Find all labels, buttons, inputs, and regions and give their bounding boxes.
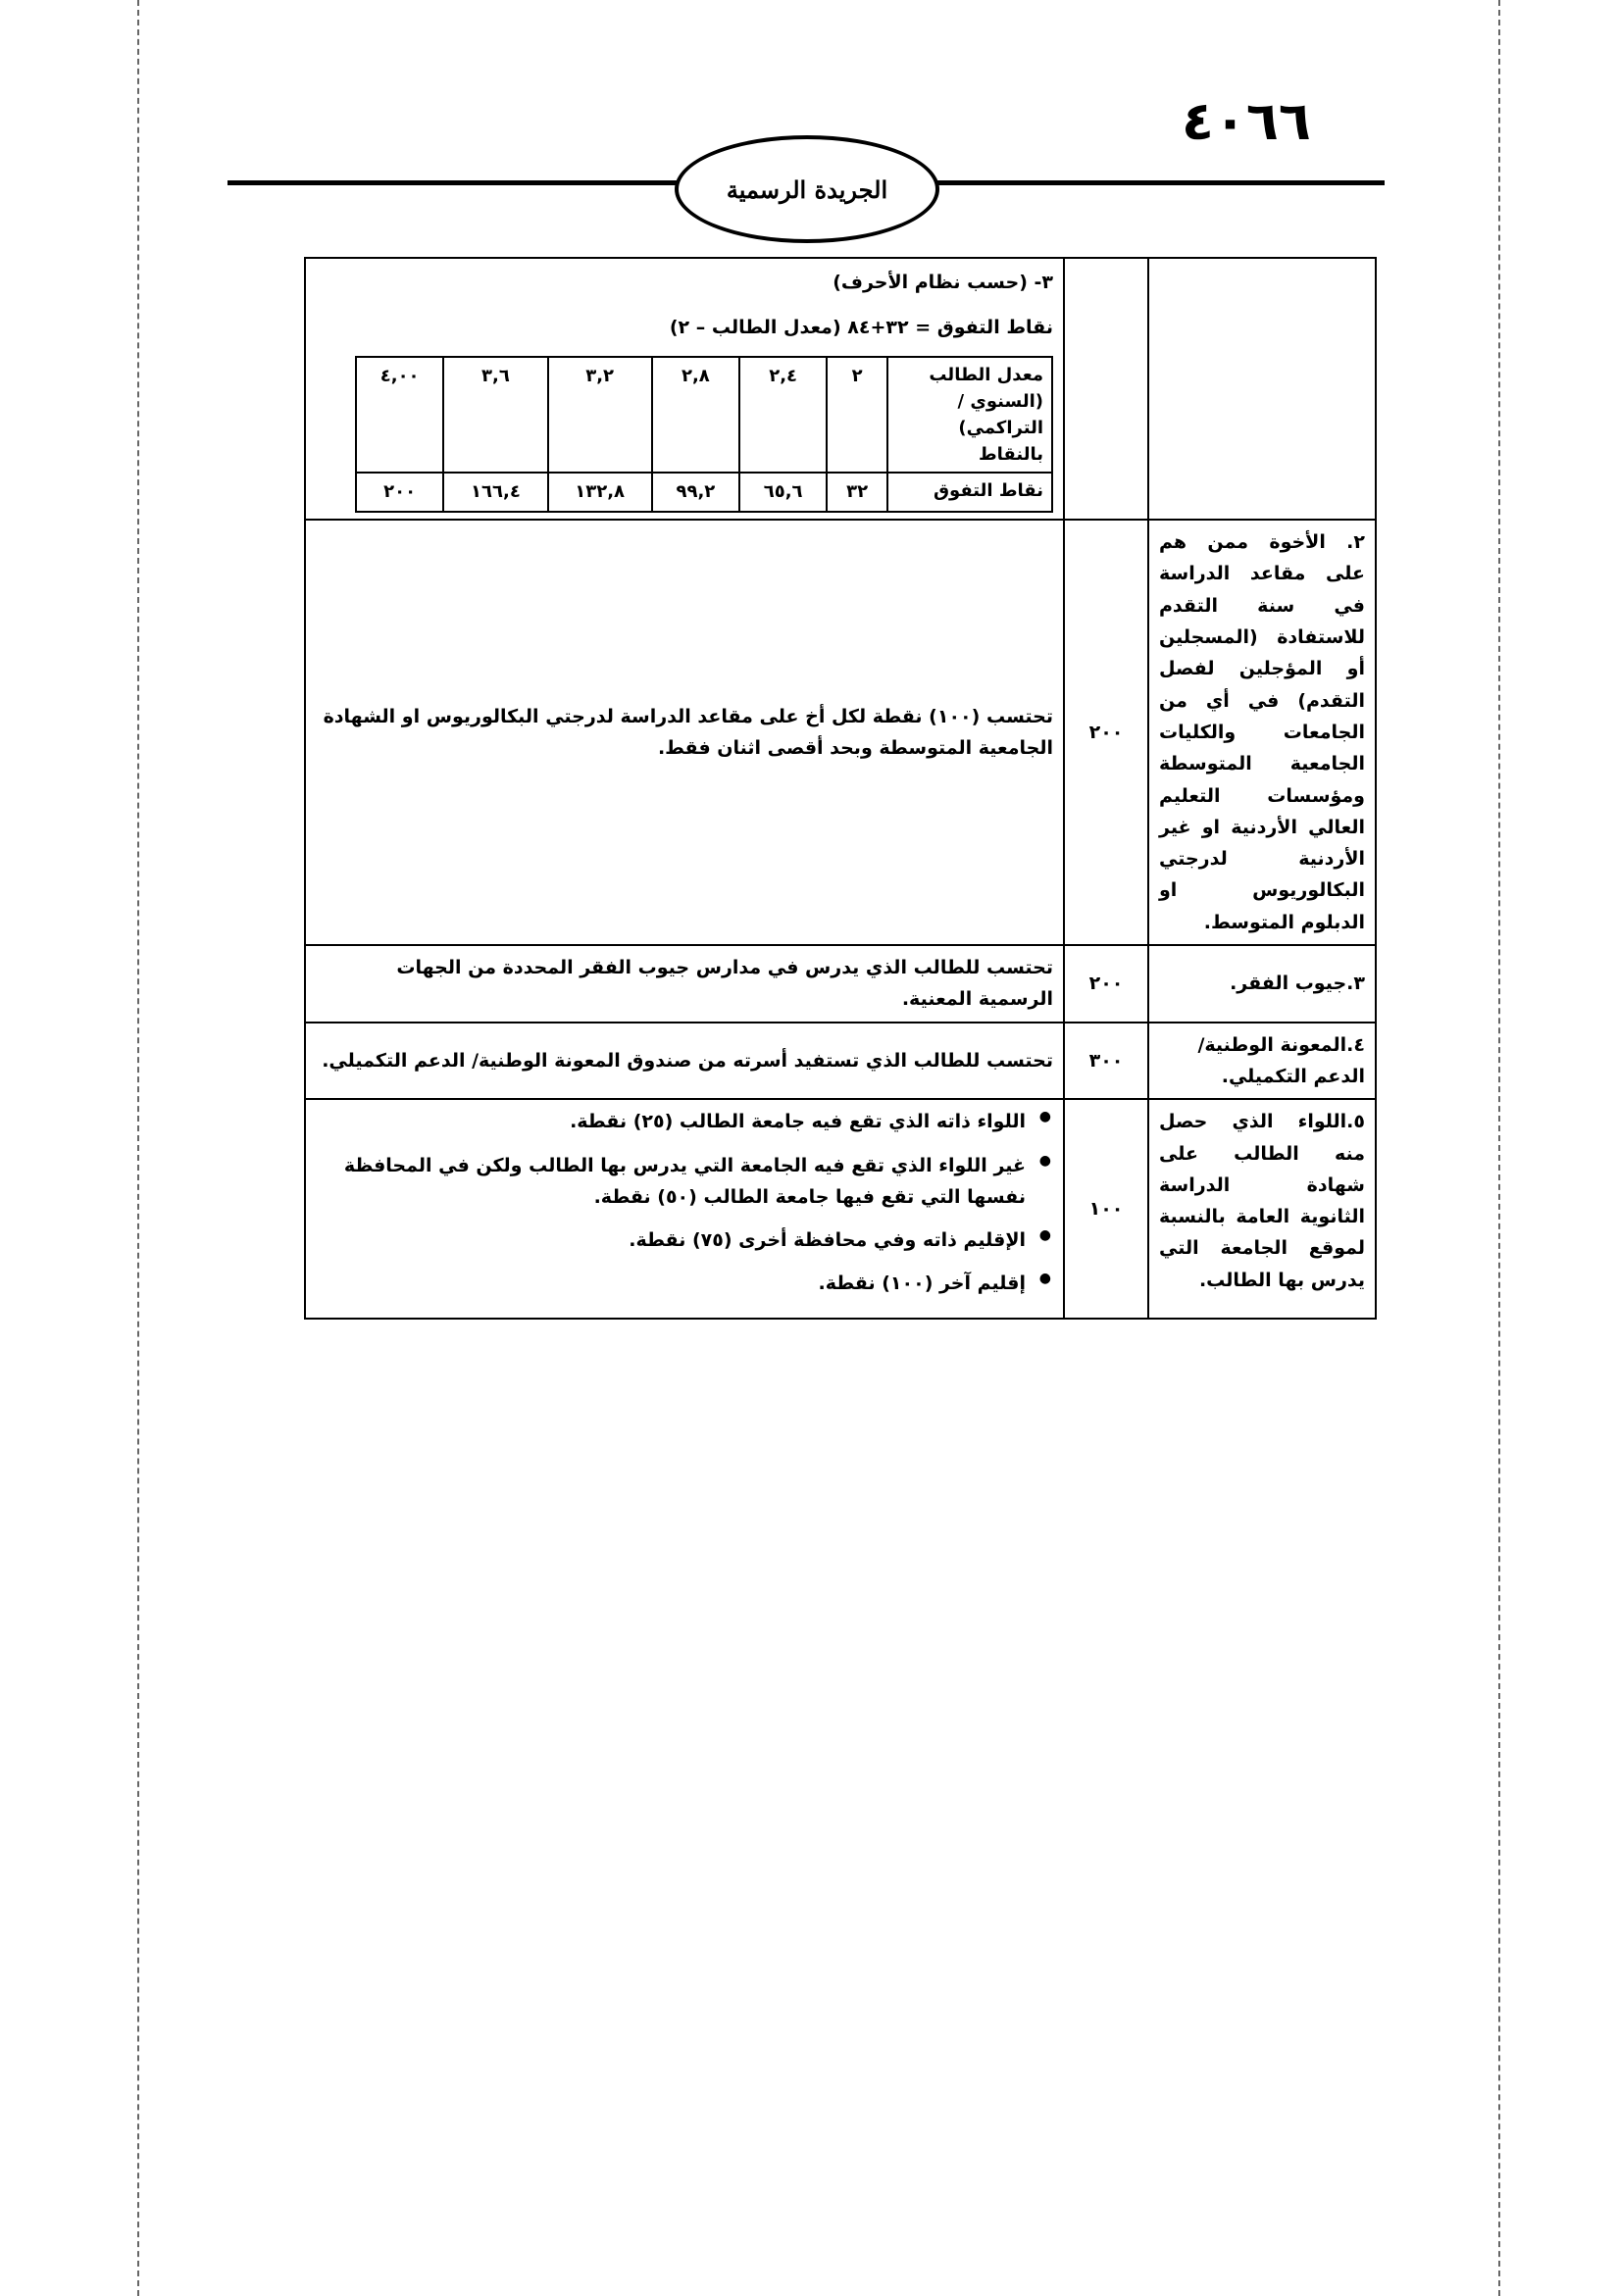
formula-text: نقاط التفوق = ٣٢+٨٤ (معدل الطالب – ٢) xyxy=(669,317,1053,339)
points-value: ٦٥,٦ xyxy=(739,473,827,513)
points-row-head: نقاط التفوق xyxy=(887,473,1052,513)
table-row-siblings xyxy=(305,520,1376,945)
description-cell xyxy=(305,1099,1064,1318)
list-item: ● اللواء ذاته الذي تقع فيه جامعة الطالب (٢٥) نقطة. xyxy=(316,1106,1026,1137)
average-row xyxy=(356,357,1052,473)
points-cell: ٢٠٠ xyxy=(1064,520,1148,945)
description-cell: تحتسب (١٠٠) نقطة لكل أخ على مقاعد الدراسة لدرجتي البكالوريوس او الشهادة الجامعية المتوسطة وبحد أقصى اثنان فقط. xyxy=(305,520,1064,945)
average-value: ٢,٨ xyxy=(652,357,739,473)
points-cell: ٣٠٠ xyxy=(1064,1023,1148,1100)
average-value: ٢ xyxy=(827,357,887,473)
average-value: ٢,٤ xyxy=(739,357,827,473)
table-row-national-aid xyxy=(305,1023,1376,1100)
points-cell-empty xyxy=(1064,258,1148,520)
district-bullets xyxy=(316,1106,1053,1299)
left-margin-line xyxy=(137,0,139,2296)
average-value: ٣,٦ xyxy=(443,357,547,473)
right-margin-line xyxy=(1498,0,1500,2296)
list-item: ● الإقليم ذاته وفي محافظة أخرى (٧٥) نقطة. xyxy=(316,1224,1026,1256)
points-row xyxy=(356,473,1052,513)
criterion-cell: ٣.جيوب الفقر. xyxy=(1148,945,1376,1023)
points-value: ٣٢ xyxy=(827,473,887,513)
average-value: ٣,٢ xyxy=(548,357,652,473)
points-value: ٢٠٠ xyxy=(356,473,443,513)
average-value: ٤,٠٠ xyxy=(356,357,443,473)
description-cell: تحتسب للطالب الذي تستفيد أسرته من صندوق المعونة الوطنية/ الدعم التكميلي. xyxy=(305,1023,1064,1100)
criterion-cell: ٥.اللواء الذي حصل منه الطالب على شهادة الدراسة الثانوية العامة بالنسبة لموقع الجامعة التي يدرس بها الطالب. xyxy=(1148,1099,1376,1318)
list-item: ● إقليم آخر (١٠٠) نقطة. xyxy=(316,1268,1026,1299)
points-table xyxy=(304,257,1377,1320)
points-value: ١٣٢,٨ xyxy=(548,473,652,513)
page-number: ٤٠٦٦ xyxy=(1182,90,1311,152)
table-row-district xyxy=(305,1099,1376,1318)
description-cell: تحتسب للطالب الذي يدرس في مدارس جيوب الفقر المحددة من الجهات الرسمية المعنية. xyxy=(305,945,1064,1023)
points-cell: ١٠٠ xyxy=(1064,1099,1148,1318)
points-value: ٩٩,٢ xyxy=(652,473,739,513)
excellence-points-table xyxy=(355,356,1053,514)
formula-title: ٣- (حسب نظام الأحرف) xyxy=(833,272,1053,293)
average-row-head: معدل الطالب (السنوي /التراكمي) بالنقاط xyxy=(887,357,1052,473)
criterion-cell: ٢. الأخوة ممن هم على مقاعد الدراسة في سنة التقدم للاستفادة (المسجلين أو المؤجلين لفصل التقدم) في أي من الجامعات والكليات الجامعية المتوسطة ومؤسسات التعليم العالي الأردنية او غير الأردنية لدرجتي البكالوريوس او الدبلوم المتوسط. xyxy=(1148,520,1376,945)
table-row-formula xyxy=(305,258,1376,520)
table-row-poverty-pockets xyxy=(305,945,1376,1023)
gazette-title: الجريدة الرسمية xyxy=(675,135,939,243)
points-cell: ٢٠٠ xyxy=(1064,945,1148,1023)
criterion-cell: ٤.المعونة الوطنية/الدعم التكميلي. xyxy=(1148,1023,1376,1100)
formula-cell xyxy=(305,258,1064,520)
criterion-cell-empty xyxy=(1148,258,1376,520)
points-value: ١٦٦,٤ xyxy=(443,473,547,513)
list-item: ● غير اللواء الذي تقع فيه الجامعة التي يدرس بها الطالب ولكن في المحافظة نفسها التي تقع فيها جامعة الطالب (٥٠) نقطة. xyxy=(316,1150,1026,1214)
